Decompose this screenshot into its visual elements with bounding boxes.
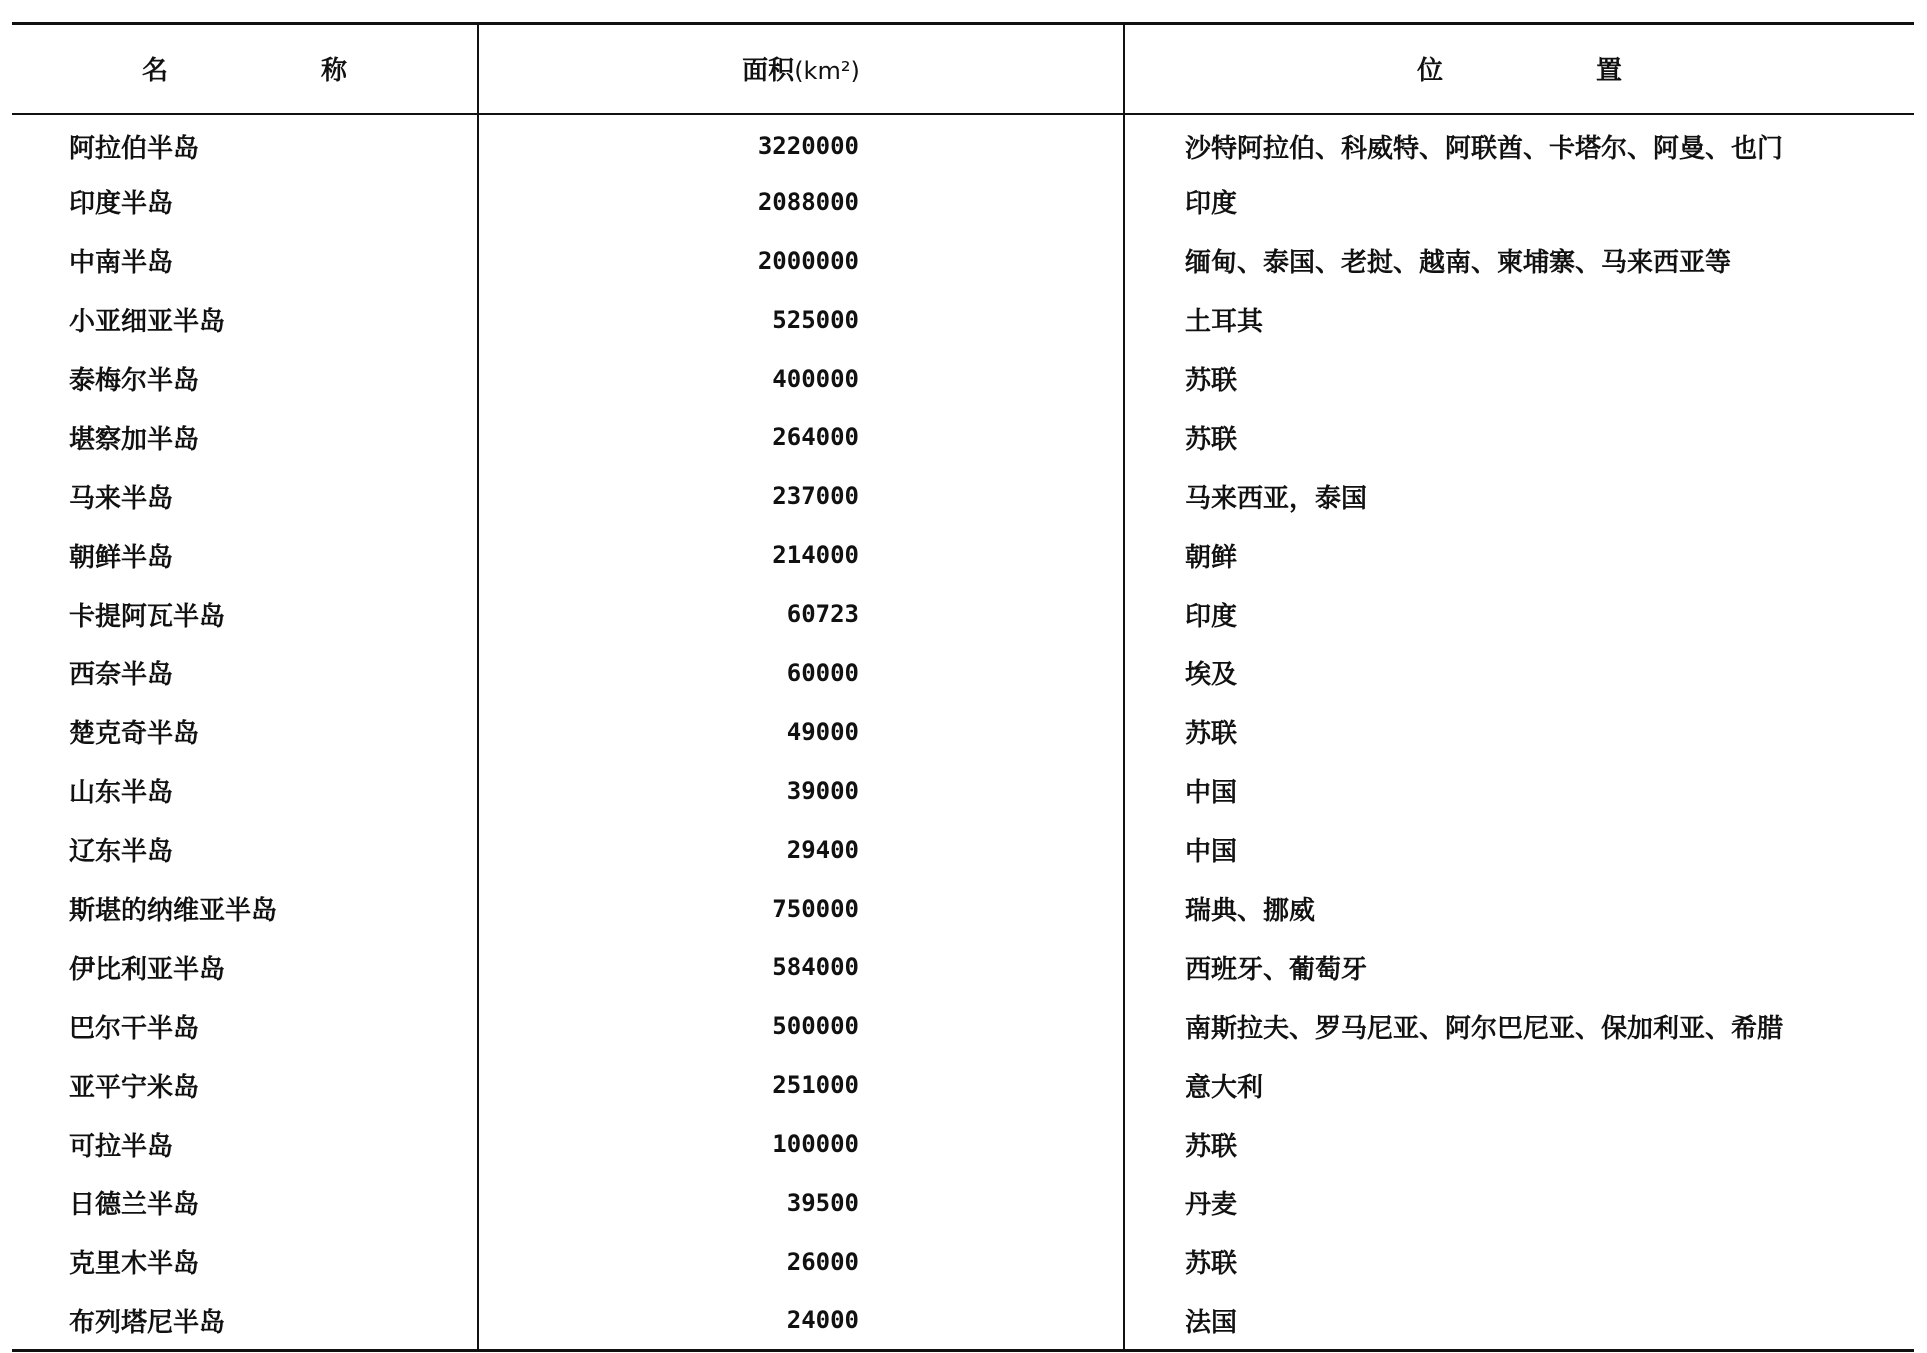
cell-name: 印度半岛 [12, 172, 478, 231]
cell-area: 251000 [478, 1056, 1124, 1115]
table-row [12, 1115, 1914, 1174]
table-row [12, 408, 1914, 467]
cell-location: 南斯拉夫、罗马尼亚、阿尔巴尼亚、保加利亚、希腊 [1185, 1013, 1784, 1044]
table-row [12, 644, 1914, 703]
cell-location: 苏联 [1185, 424, 1238, 455]
cell-name: 山东半岛 [12, 761, 478, 820]
cell-name: 巴尔干半岛 [12, 997, 478, 1056]
cell-name: 阿拉伯半岛 [12, 114, 478, 173]
cell-location: 法国 [1124, 1291, 1914, 1350]
cell-name: 马来半岛 [12, 467, 478, 526]
cell-name: 辽东半岛 [12, 820, 478, 879]
cell-name: 堪察加半岛 [12, 408, 478, 467]
cell-name: 中南半岛 [12, 231, 478, 290]
cell-location: 中国 [1185, 778, 1238, 809]
cell-location: 苏联 [1185, 366, 1238, 396]
cell-location: 马来西亚，泰国 [1185, 483, 1368, 514]
table-header [12, 24, 1914, 114]
cell-name: 朝鲜半岛 [12, 526, 478, 585]
cell-name: 亚平宁米岛 [12, 1056, 478, 1115]
cell-area: 29400 [478, 820, 1124, 879]
table-row [12, 349, 1914, 408]
table-row [12, 1056, 1914, 1115]
table-row [12, 231, 1914, 290]
header-row [12, 24, 1914, 114]
cell-name: 伊比利亚半岛 [12, 938, 478, 997]
cell-location: 瑞典、挪威 [1185, 896, 1316, 927]
cell-location: 苏联 [1185, 719, 1238, 750]
cell-area: 584000 [478, 938, 1124, 997]
cell-location: 缅甸、泰国、老挝、越南、柬埔寨、马来西亚等 [1185, 248, 1732, 279]
cell-location: 苏联 [1185, 1249, 1238, 1280]
cell-name: 西奈半岛 [12, 644, 478, 703]
cell-name: 泰梅尔半岛 [12, 349, 478, 408]
table-row [12, 526, 1914, 585]
cell-location: 沙特阿拉伯、科威特、阿联酋、卡塔尔、阿曼、也门 [1185, 133, 1784, 164]
cell-location: 意大利 [1185, 1072, 1264, 1103]
cell-location: 苏联 [1185, 1131, 1238, 1162]
cell-area: 500000 [478, 997, 1124, 1056]
cell-area: 100000 [478, 1115, 1124, 1174]
header-name-label: 名 称 [141, 56, 420, 87]
cell-area: 264000 [478, 408, 1124, 467]
cell-name: 小亚细亚半岛 [12, 290, 478, 349]
cell-name: 可拉半岛 [12, 1115, 478, 1174]
peninsula-table [12, 22, 1914, 1352]
cell-location: 印度 [1185, 601, 1238, 632]
cell-location: 土耳其 [1185, 307, 1264, 338]
cell-name: 楚克奇半岛 [12, 702, 478, 761]
cell-area: 24000 [478, 1291, 1124, 1350]
table-row [12, 997, 1914, 1056]
table-row [12, 761, 1914, 820]
cell-area: 2000000 [478, 231, 1124, 290]
cell-location: 朝鲜 [1185, 542, 1238, 573]
cell-name: 卡提阿瓦半岛 [12, 585, 478, 644]
cell-area: 3220000 [478, 114, 1124, 173]
cell-location: 丹麦 [1185, 1190, 1238, 1221]
cell-area: 39000 [478, 761, 1124, 820]
cell-area: 26000 [478, 1232, 1124, 1291]
cell-area: 60000 [478, 644, 1124, 703]
table-row [12, 172, 1914, 231]
table-row [12, 467, 1914, 526]
table-row [12, 585, 1914, 644]
cell-location: 中国 [1185, 837, 1238, 868]
cell-area: 39500 [478, 1174, 1124, 1233]
header-location-label: 位 置 [1416, 56, 1695, 87]
cell-area: 525000 [478, 290, 1124, 349]
table-row [12, 879, 1914, 938]
table-row [12, 820, 1914, 879]
cell-location: 埃及 [1185, 660, 1238, 691]
table-row [12, 290, 1914, 349]
table-row [12, 1174, 1914, 1233]
cell-area: 400000 [478, 349, 1124, 408]
table-row [12, 938, 1914, 997]
cell-name: 斯堪的纳维亚半岛 [12, 879, 478, 938]
header-area-unit: (km²) [794, 57, 860, 86]
header-name [12, 24, 478, 114]
cell-area: 2088000 [478, 172, 1124, 231]
cell-name: 克里木半岛 [12, 1232, 478, 1291]
cell-location: 西班牙、葡萄牙 [1185, 954, 1368, 985]
cell-area: 237000 [478, 467, 1124, 526]
cell-name: 布列塔尼半岛 [12, 1291, 478, 1350]
table-row [12, 702, 1914, 761]
cell-area: 49000 [478, 702, 1124, 761]
cell-area: 60723 [478, 585, 1124, 644]
cell-area: 214000 [478, 526, 1124, 585]
table-row [12, 1232, 1914, 1291]
table-row [12, 1291, 1914, 1350]
header-area-label: 面积 [742, 56, 795, 87]
table-row [12, 114, 1914, 173]
header-area [478, 24, 1124, 114]
cell-location: 印度 [1185, 189, 1238, 220]
header-location [1124, 24, 1914, 114]
cell-area: 750000 [478, 879, 1124, 938]
table-body [12, 114, 1914, 1351]
cell-name: 日德兰半岛 [12, 1174, 478, 1233]
